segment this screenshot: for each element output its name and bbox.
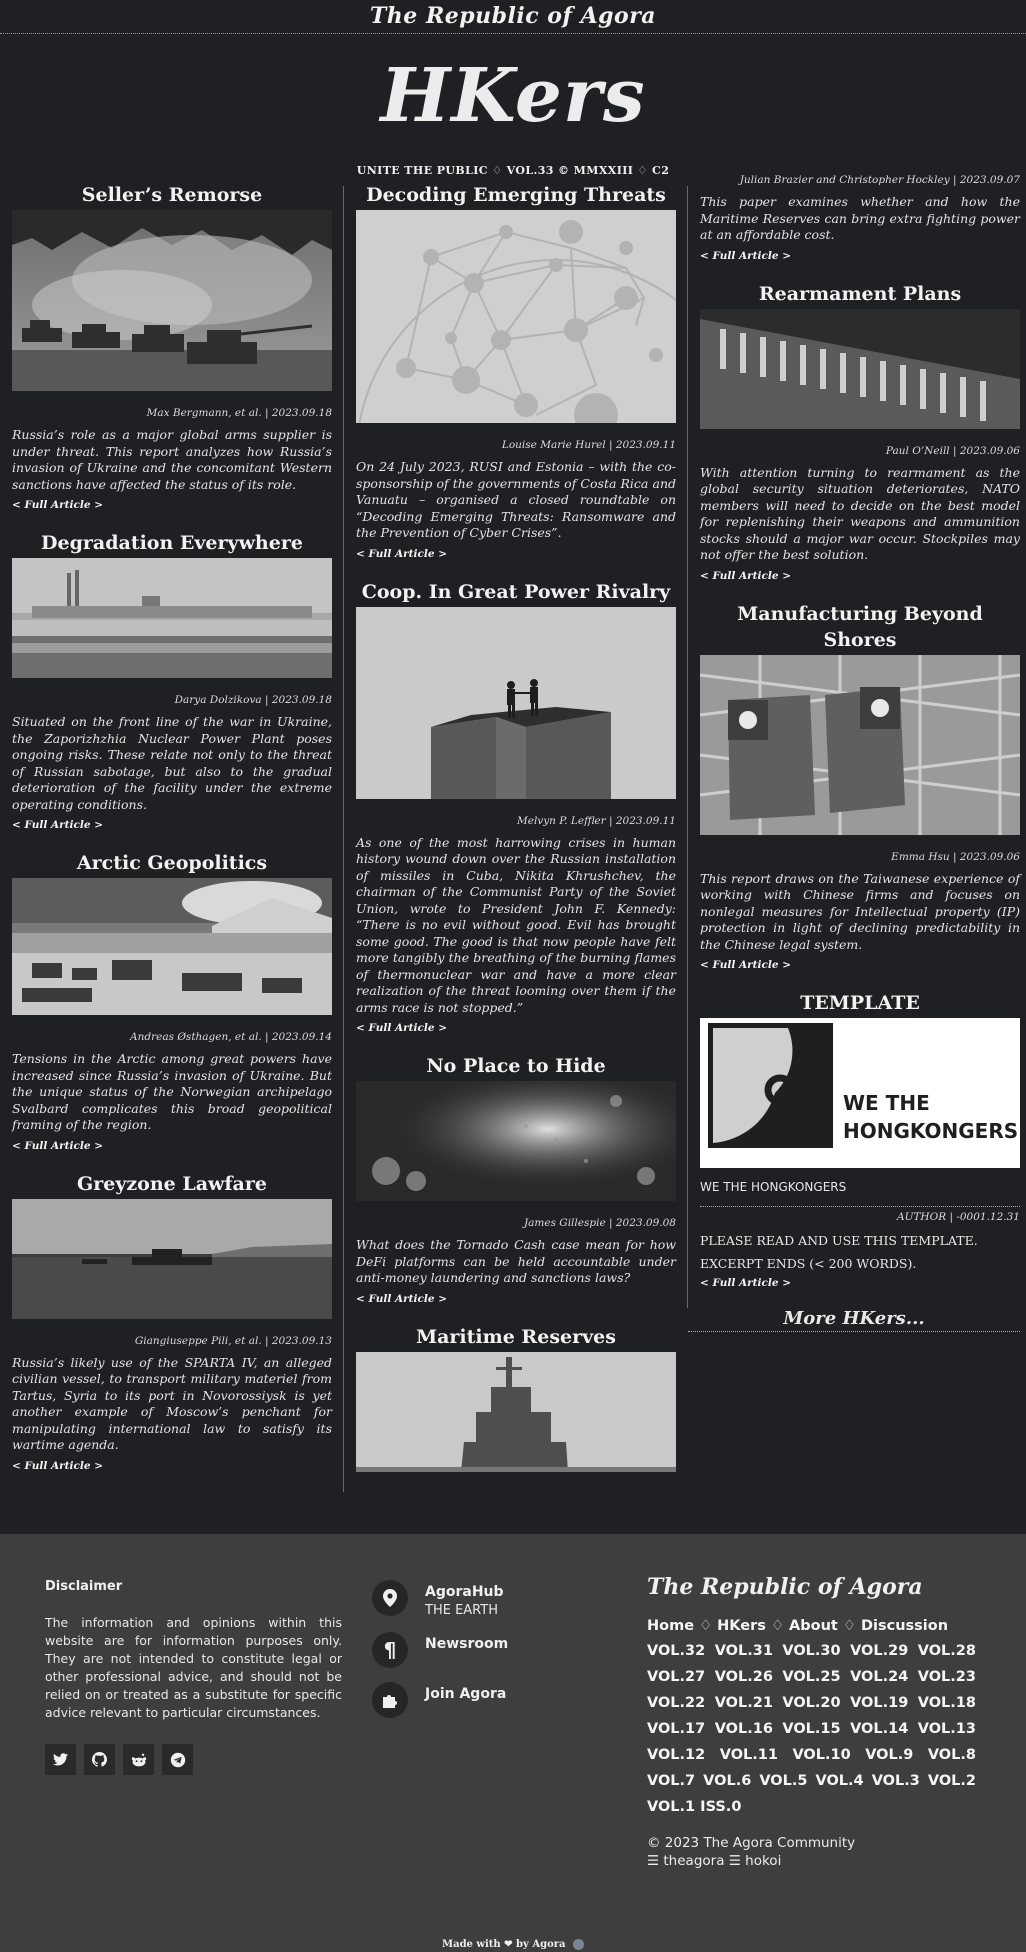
footer (0, 1534, 1026, 1952)
article-title[interactable]: Degradation Everywhere (41, 532, 303, 554)
social-links (45, 1744, 342, 1775)
full-article-link[interactable]: < Full Article > (700, 569, 792, 582)
full-article-link[interactable]: < Full Article > (12, 819, 104, 831)
volume-link[interactable]: VOL.4 (815, 1773, 864, 1789)
article-title[interactable]: Manufacturing Beyond Shores (737, 602, 983, 651)
article-title[interactable]: Arctic Geopolitics (76, 852, 268, 874)
article-card (356, 1324, 676, 1472)
ammunition-photo[interactable] (700, 309, 1020, 429)
article-byline: Giangiuseppe Pili, et al. | 2023.09.13 (134, 1334, 332, 1347)
github-icon[interactable] (84, 1744, 115, 1775)
volume-link[interactable]: VOL.11 (719, 1747, 778, 1763)
nav-separator: ♢ (699, 1618, 718, 1634)
article-abstract: What does the Tornado Cash case mean for how DeFi platforms can be held accountable under anti-money laundering and sanctions laws? (356, 1237, 676, 1285)
nav-about[interactable]: About (789, 1618, 838, 1634)
volume-link[interactable]: VOL.18 (917, 1695, 976, 1711)
column-left (12, 182, 332, 1491)
article-card (12, 850, 332, 1153)
volume-link[interactable]: VOL.15 (782, 1721, 841, 1737)
ship-at-sea-photo[interactable] (12, 1199, 332, 1319)
handshake-illustration[interactable] (356, 607, 676, 799)
volume-link[interactable]: VOL.2 (927, 1773, 976, 1789)
volume-link[interactable]: VOL.20 (782, 1695, 841, 1711)
volume-link[interactable]: VOL.14 (850, 1721, 909, 1737)
volume-row (647, 1690, 976, 1716)
volume-link[interactable]: VOL.8 (927, 1747, 976, 1763)
tanks-photo[interactable] (12, 210, 332, 391)
agorahub-link[interactable] (372, 1580, 612, 1618)
naval-ship-photo[interactable] (356, 1352, 676, 1472)
volume-link[interactable]: VOL.5 (759, 1773, 808, 1789)
volume-row (647, 1742, 976, 1768)
volume-link[interactable]: VOL.26 (714, 1669, 773, 1685)
full-article-link[interactable]: < Full Article > (700, 249, 792, 262)
volume-link[interactable]: VOL.29 (850, 1643, 909, 1659)
more-hkers-label: More HKers... (783, 1308, 925, 1329)
full-article-link[interactable]: < Full Article > (700, 959, 792, 971)
column-right (700, 174, 1020, 1332)
article-abstract: With attention turning to rearmament as the global security situation deteriorates, NATO members will need to decide on the best model for replenishing their weapons and ammunition stocks should a major war occur. Stockpiles may not offer the best solution. (700, 464, 1020, 562)
tagline: UNITE THE PUBLIC ♢ VOL.33 © MMXXIII ♢ C2 (356, 164, 670, 177)
twitter-icon[interactable] (45, 1744, 76, 1775)
network-graph-image[interactable] (356, 210, 676, 423)
volume-row (647, 1794, 976, 1820)
article-card (356, 579, 676, 1036)
arctic-town-photo[interactable] (12, 878, 332, 1015)
volume-link[interactable]: VOL.9 (865, 1747, 914, 1763)
full-article-link[interactable]: < Full Article > (12, 1459, 104, 1472)
nav-separator: ♢ (770, 1618, 790, 1634)
pilcrow-icon: ¶ (372, 1632, 408, 1668)
volume-link[interactable]: VOL.12 (647, 1747, 706, 1763)
footer-disclaimer (45, 1579, 342, 1775)
full-article-link[interactable]: < Full Article > (356, 547, 448, 560)
footer-brand[interactable]: The Republic of Agora (647, 1574, 923, 1600)
article-card (12, 530, 332, 832)
article-card (700, 601, 1020, 973)
puzzle-icon (372, 1682, 408, 1718)
article-card-continued (700, 174, 1020, 263)
volume-row (647, 1768, 976, 1794)
nav-separator: ♢ (842, 1618, 861, 1634)
volume-link[interactable]: VOL.23 (917, 1669, 976, 1685)
agorahub-sub: THE EARTH (425, 1603, 498, 1618)
template-line-1: PLEASE READ AND USE THIS TEMPLATE. (700, 1233, 978, 1248)
article-card (700, 281, 1020, 583)
template-author: AUTHOR | -0001.12.31 (897, 1211, 1020, 1223)
telegram-icon[interactable] (162, 1744, 193, 1775)
volume-link[interactable]: VOL.30 (782, 1643, 841, 1659)
article-title[interactable]: Coop. In Great Power Rivalry (361, 580, 671, 603)
community-handles[interactable]: ☰ theagora ☰ hokoi (647, 1853, 782, 1869)
power-plant-photo[interactable] (12, 558, 332, 678)
article-byline: James Gillespie | 2023.09.08 (523, 1217, 676, 1229)
article-byline: Emma Hsu | 2023.09.06 (891, 850, 1020, 863)
volume-link[interactable]: VOL.28 (917, 1643, 976, 1659)
join-agora-link[interactable] (372, 1682, 612, 1718)
article-title[interactable]: Greyzone Lawfare (77, 1172, 267, 1195)
footer-nav (647, 1618, 987, 1634)
volume-link[interactable]: VOL.17 (647, 1721, 706, 1737)
article-byline: Louise Marie Hurel | 2023.09.11 (501, 439, 676, 451)
volume-row (647, 1716, 976, 1742)
article-card (356, 1053, 676, 1306)
globe-icon[interactable] (573, 1939, 584, 1950)
volume-link[interactable]: VOL.1 ISS.0 (647, 1799, 742, 1815)
articles-grid (0, 174, 1026, 1502)
flags-photo[interactable] (700, 655, 1020, 835)
article-abstract: Situated on the front line of the war in Ukraine, the Zaporizhzhia Nuclear Power Plant poses ongoing risks. These relate not only to the threat of Russian sabotage, but also to the gradual deterioration of the facility under the extreme operating conditions. (12, 714, 332, 812)
full-article-link[interactable]: < Full Article > (700, 1277, 792, 1289)
volume-link[interactable]: VOL.21 (714, 1695, 773, 1711)
article-card (12, 182, 332, 512)
hkers-logo[interactable]: HKers (380, 53, 646, 139)
article-title[interactable]: Seller’s Remorse (81, 184, 263, 206)
footer-navigation (647, 1574, 987, 1870)
newsroom-label: Newsroom (425, 1636, 509, 1652)
footer-links (372, 1580, 612, 1732)
volume-link[interactable]: VOL.16 (714, 1721, 773, 1737)
article-byline: Andreas Østhagen, et al. | 2023.09.14 (130, 1031, 332, 1043)
volume-link[interactable]: VOL.24 (850, 1669, 909, 1685)
article-title[interactable]: Maritime Reserves (416, 1325, 616, 1348)
template-caption: WE THE HONGKONGERS (700, 1180, 847, 1194)
article-byline: Darya Dolzikova | 2023.09.18 (174, 694, 332, 706)
digital-particles-image[interactable] (356, 1081, 676, 1201)
volume-link[interactable]: VOL.32 (647, 1643, 706, 1659)
volume-row (647, 1664, 976, 1690)
article-abstract: On 24 July 2023, RUSI and Estonia – with the co-sponsorship of the governments of Costa Rica and Vanuatu – organised a closed roundtable on “Decoding Emerging Threats: Ransomware and the Prevention of Cyber Crises”. (356, 459, 676, 540)
article-abstract: Russia’s role as a major global arms supplier is under threat. This report analyzes how Russia’s invasion of Ukraine and the concomitant Western sanctions have affected the status of its role. (12, 427, 332, 492)
top-bar (0, 0, 1026, 34)
full-article-link[interactable]: < Full Article > (12, 499, 104, 511)
volume-link[interactable]: VOL.27 (647, 1669, 706, 1685)
template-card (700, 990, 1020, 1290)
nav-home[interactable]: Home (647, 1618, 695, 1634)
full-article-link[interactable]: < Full Article > (356, 1292, 448, 1305)
volume-link[interactable]: VOL.25 (782, 1669, 841, 1685)
article-byline: Max Bergmann, et al. | 2023.09.18 (146, 407, 332, 419)
volume-link[interactable]: VOL.31 (714, 1643, 773, 1659)
template-title[interactable]: TEMPLATE (800, 992, 920, 1014)
article-abstract: This paper examines whether and how the Maritime Reserves can bring extra fighting power at an affordable cost. (700, 194, 1020, 242)
article-abstract: Russia’s likely use of the SPARTA IV, an alleged civilian vessel, to transport military materiel from Tartus, Syria to its port in Novorossiysk is yet another example of Moscow’s penchant for manipulating international law to satisfy its wartime agenda. (12, 1354, 332, 1452)
join-agora-label: Join Agora (425, 1686, 507, 1702)
volume-link[interactable]: VOL.22 (647, 1695, 706, 1711)
masthead (0, 34, 1026, 177)
copyright-text: © 2023 The Agora Community (647, 1835, 856, 1851)
volume-link[interactable]: VOL.3 (871, 1773, 920, 1789)
column-divider (687, 186, 688, 1308)
logo-text-hongkongers: HONGKONGERS (843, 1119, 1019, 1143)
copyright (647, 1834, 987, 1870)
template-line-2: EXCERPT ENDS (< 200 WORDS). (700, 1256, 917, 1271)
logo-text-we-the: WE THE (843, 1091, 930, 1115)
article-title[interactable]: No Place to Hide (426, 1055, 606, 1077)
volume-link[interactable]: VOL.13 (917, 1721, 976, 1737)
volume-link[interactable]: VOL.7 (647, 1773, 696, 1789)
made-with-text: Made with ❤ by Agora (442, 1939, 566, 1950)
nav-hkers[interactable]: HKers (717, 1618, 766, 1634)
article-abstract: Tensions in the Arctic among great powers have increased since Russia’s invasion of Ukraine. But the unique status of the Norwegian archipelago Svalbard complicates this broad geopolitical framing of the region. (12, 1051, 332, 1132)
site-brand[interactable]: The Republic of Agora (369, 3, 657, 29)
location-pin-icon (372, 1580, 408, 1616)
made-with-credit (0, 1939, 1026, 1950)
article-title[interactable]: Decoding Emerging Threats (366, 184, 666, 206)
article-title[interactable]: Rearmament Plans (758, 282, 962, 305)
disclaimer-title: Disclaimer (45, 1579, 123, 1594)
volume-link[interactable]: VOL.10 (792, 1747, 851, 1763)
template-divider (700, 1206, 1020, 1207)
volume-list (647, 1638, 987, 1820)
full-article-link[interactable]: < Full Article > (356, 1022, 448, 1034)
we-the-hongkongers-logo[interactable] (700, 1018, 1020, 1168)
volume-link[interactable]: VOL.19 (850, 1695, 909, 1711)
article-abstract: As one of the most harrowing crises in human history wound down over the Russian installation of missiles in Cuba, Nikita Khrushchev, the chairman of the Communist Party of the Soviet Union, wrote to President John F. Kennedy: “There is no evil without good. Evil has brought some good. The good is that now people have felt more tangibly the breathing of the burning flames of thermonuclear war and have a more clear realization of the threat looming over them if the arms race is not stopped.” (356, 834, 676, 1015)
column-middle (356, 182, 676, 1490)
reddit-icon[interactable] (123, 1744, 154, 1775)
agorahub-label: AgoraHub (425, 1584, 504, 1600)
article-card (12, 1171, 332, 1473)
nav-discussion[interactable]: Discussion (860, 1618, 949, 1634)
article-byline: Julian Brazier and Christopher Hockley | 2023.09.07 (739, 174, 1020, 186)
volume-link[interactable]: VOL.6 (703, 1773, 752, 1789)
newsroom-link[interactable] (372, 1632, 612, 1668)
article-byline: Melvyn P. Leffler | 2023.09.11 (516, 814, 676, 827)
article-card (356, 182, 676, 561)
disclaimer-text: The information and opinions within this website are for information purposes only. They are not intended to constitute legal or other professional advice, and should not be relied on or treated as a substitute for specific advice relevant to particular circumstances. (45, 1615, 342, 1720)
column-divider (343, 186, 344, 1492)
volume-row (647, 1638, 976, 1664)
full-article-link[interactable]: < Full Article > (12, 1139, 104, 1152)
article-byline: Paul O’Neill | 2023.09.06 (885, 444, 1020, 457)
article-abstract: This report draws on the Taiwanese experience of working with Chinese firms and focuses on nonlegal measures for Intellectual property (IP) protection in light of declining predictability in the Chinese legal system. (700, 870, 1020, 952)
more-hkers-link[interactable] (688, 1308, 1020, 1332)
